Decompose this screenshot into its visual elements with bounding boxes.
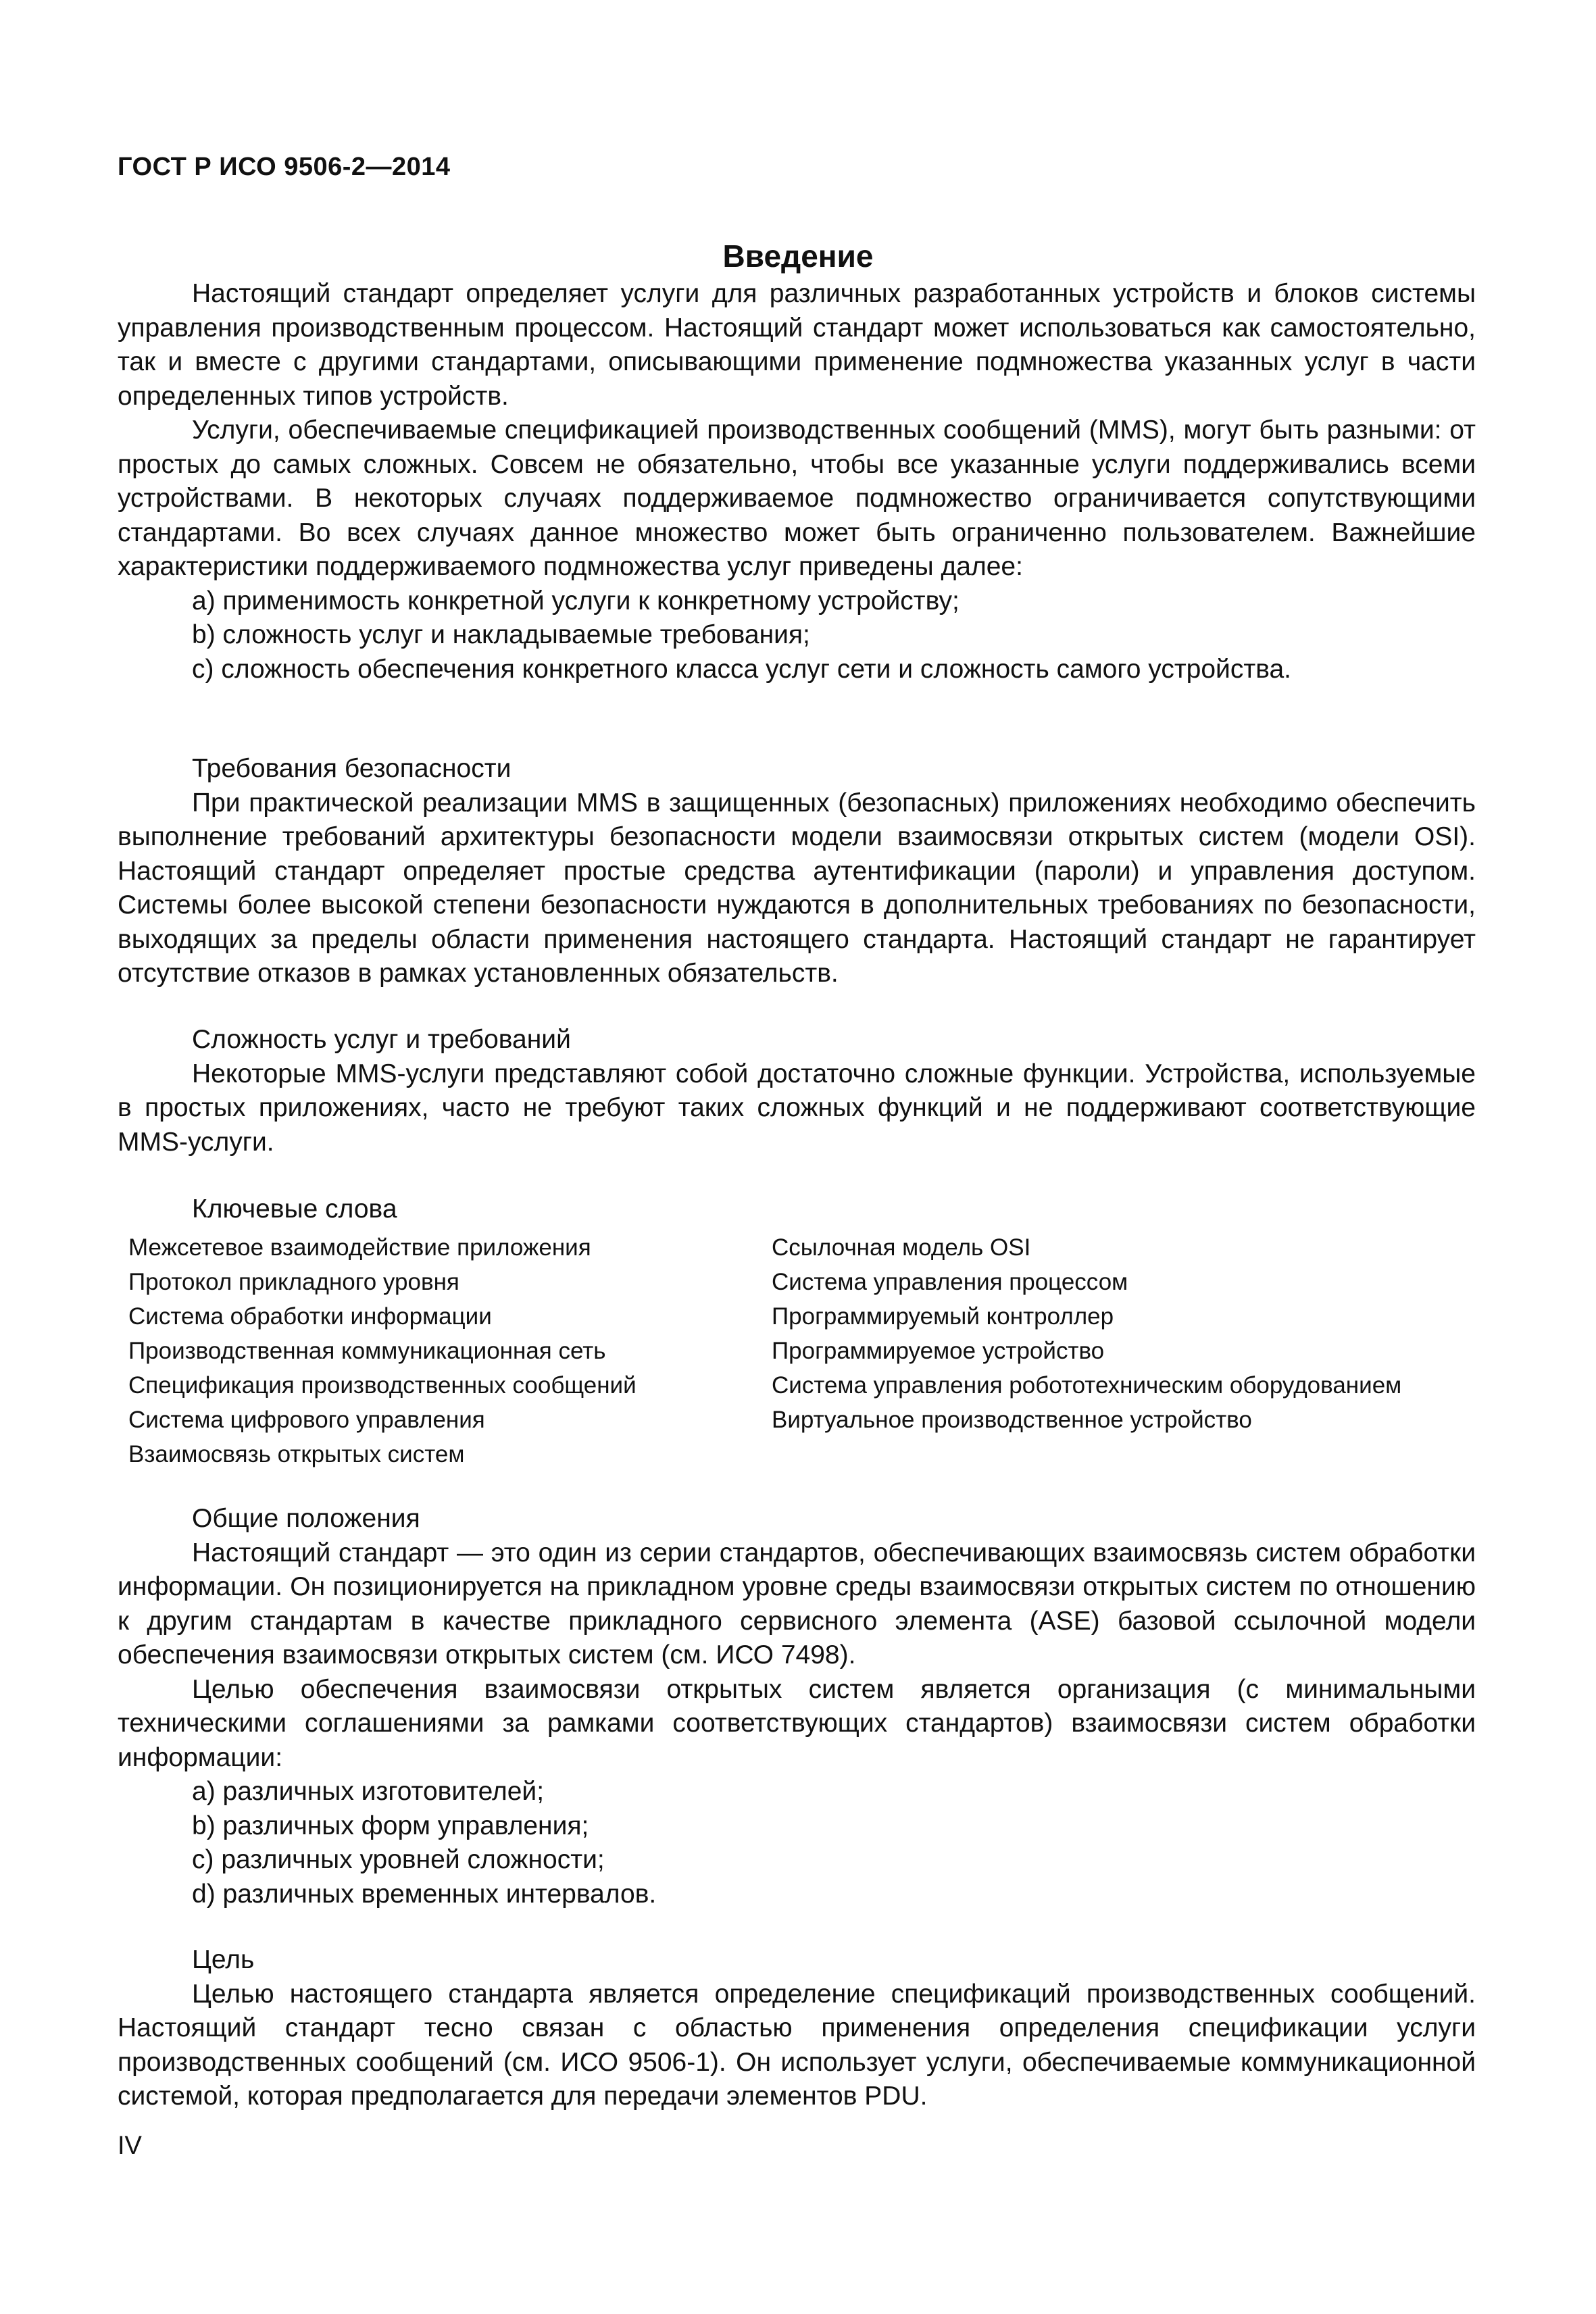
general-list-item: a) различных изготовителей; [192, 1777, 545, 1806]
intro-list-item: a) применимость конкретной услуги к конкретному устройству; [192, 586, 959, 615]
keyword-item: Производственная коммуникационная сеть [128, 1338, 606, 1364]
keyword-item: Программируемое устройство [772, 1338, 1105, 1364]
intro-list-item: b) сложность услуг и накладываемые требования; [192, 620, 810, 649]
intro-section [118, 277, 1476, 686]
keyword-item: Ссылочная модель OSI [772, 1234, 1031, 1261]
keyword-item: Система обработки информации [128, 1303, 492, 1330]
general-list-item: c) различных уровней сложности; [192, 1845, 605, 1874]
general-paragraph-2: Целью обеспечения взаимосвязи открытых систем является организация (с минимальными техническими соглашениями за рамками соответствующих стандартов) взаимосвязи систем обработки информации: [118, 1674, 1476, 1772]
goal-paragraph: Целью настоящего стандарта является определение спецификаций производственных сообщений. Настоящий стандарт тесно связан с областью применения определения спецификации услуги производственных сообщений (см. ИСО 9506-1). Он использует услуги, обеспечиваемые коммуникационной системой, которая предполагается для передачи элементов PDU. [118, 1979, 1476, 2111]
general-list-item: d) различных временных интервалов. [192, 1879, 657, 1909]
keyword-item: Программируемый контроллер [772, 1303, 1114, 1330]
general-paragraph-1: Настоящий стандарт — это один из серии стандартов, обеспечивающих взаимосвязь систем обработки информации. Он позиционируется на прикладном уровне среды взаимосвязи открытых систем по отношению к другим стандартам в качестве прикладного сервисного элемента (ASE) базовой ссылочной модели обеспечения взаимосвязи открытых систем (см. ИСО 7498). [118, 1538, 1476, 1669]
complexity-paragraph: Некоторые MMS-услуги представляют собой достаточно сложные функции. Устройства, используемые в простых приложениях, часто не требуют таких сложных функций и не поддерживают соответствующие MMS-услуги. [118, 1059, 1476, 1157]
complexity-section [118, 1023, 1476, 1159]
section-heading-goal: Цель [192, 1945, 255, 1974]
keyword-item: Протокол прикладного уровня [128, 1269, 459, 1295]
keywords-left-column [128, 1230, 637, 1472]
keywords-section [118, 1192, 1476, 1227]
keyword-item: Взаимосвязь открытых систем [128, 1441, 465, 1467]
page-number: IV [118, 2132, 142, 2160]
keywords-right-column [772, 1230, 1401, 1437]
section-heading-keywords: Ключевые слова [192, 1194, 397, 1224]
keyword-item: Система управления процессом [772, 1269, 1128, 1295]
document-header: ГОСТ Р ИСО 9506-2—2014 [118, 153, 451, 181]
intro-list-item: c) сложность обеспечения конкретного класса услуг сети и сложность самого устройства. [192, 654, 1292, 684]
section-heading-security: Требования безопасности [192, 754, 512, 783]
intro-paragraph-1: Настоящий стандарт определяет услуги для различных разработанных устройств и блоков системы управления производственным процессом. Настоящий стандарт может использоваться как самостоятельно, так и вместе с другими стандартами, описывающими применение подмножества указанных услуг в части определенных типов устройств. [118, 279, 1476, 411]
security-section [118, 752, 1476, 991]
keyword-item: Система цифрового управления [128, 1407, 485, 1433]
keyword-item: Спецификация производственных сообщений [128, 1372, 637, 1399]
keyword-item: Межсетевое взаимодействие приложения [128, 1234, 591, 1261]
general-list-item: b) различных форм управления; [192, 1811, 589, 1840]
goal-section [118, 1943, 1476, 2114]
keyword-item: Виртуальное производственное устройство [772, 1407, 1252, 1433]
general-section [118, 1502, 1476, 1911]
keyword-item: Система управления робототехническим оборудованием [772, 1372, 1402, 1399]
section-heading-general: Общие положения [192, 1504, 420, 1533]
intro-paragraph-2: Услуги, обеспечиваемые спецификацией производственных сообщений (MMS), могут быть разными: от простых до самых сложных. Совсем не обязательно, чтобы все указанные услуги поддерживались всеми устройствами. В некоторых случаях поддерживаемое подмножество ограничивается сопутствующими стандартами. Во всех случаях данное множество может быть ограниченно пользователем. Важнейшие характеристики поддерживаемого подмножества услуг приведены далее: [118, 416, 1476, 581]
security-paragraph: При практической реализации MMS в защищенных (безопасных) приложениях необходимо обеспечить выполнение требований архитектуры безопасности модели взаимосвязи открытых систем (модели OSI). Настоящий стандарт определяет простые средства аутентификации (пароли) и управления доступом. Системы более высокой степени безопасности нуждаются в дополнительных требованиях по безопасности, выходящих за пределы области применения настоящего стандарта. Настоящий стандарт не гарантирует отсутствие отказов в рамках установленных обязательств. [118, 788, 1476, 988]
section-heading-complexity: Сложность услуг и требований [192, 1025, 571, 1054]
page-title: Введение [722, 238, 874, 274]
